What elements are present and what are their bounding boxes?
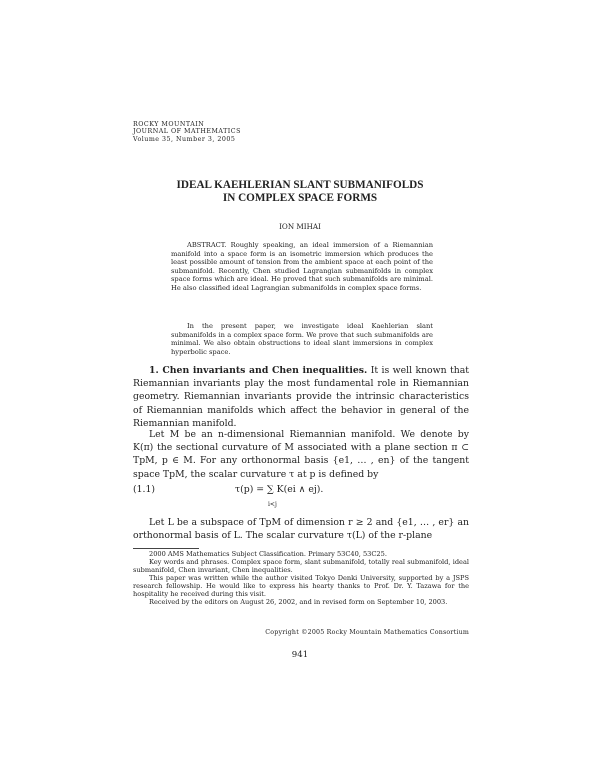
equation-label: (1.1) [133, 484, 156, 495]
footnote-received: Received by the editors on August 26, 2002, and in revised form on September 10, 2003. [149, 598, 448, 606]
section-1-paragraph-2: Let M be an n-dimensional Riemannian manifold. We denote by K(π) the sectional curvature of M associated with a plane section π ⊂ TpM, p ∈ M. For any orthonormal basis {e1, … , en} of the tangent space TpM, the scalar curvature τ at p is defined by [133, 429, 469, 480]
footnote-keywords: Key words and phrases. Complex space form, slant submanifold, totally real submanifold, ideal submanifold, Chen invariant, Chen inequalities. [133, 558, 469, 574]
section-1-paragraph-1 [133, 364, 469, 430]
title-line-2: IN COMPLEX SPACE FORMS [222, 192, 378, 205]
abstract-paragraph-1: ABSTRACT. Roughly speaking, an ideal immersion of a Riemannian manifold into a space form is an isometric immersion which produces the least possible amount of tension from the ambient space at each point of the submanifold. Recently, Chen studied Lagrangian submanifolds in complex space forms which are ideal. He proved that such submanifolds are minimal. He also classified ideal Lagrangian submanifolds in complex space forms. [171, 241, 433, 292]
copyright-notice: Copyright ©2005 Rocky Mountain Mathematics Consortium [265, 629, 469, 636]
title-line-1: IDEAL KAEHLERIAN SLANT SUBMANIFOLDS [176, 179, 424, 191]
author-name: ION MIHAI [279, 222, 321, 231]
equation-subscript: i<j [268, 501, 277, 508]
journal-line-3: Volume 35, Number 3, 2005 [133, 135, 236, 143]
section-1-paragraph-3: Let L be a subspace of TpM of dimension r ≥ 2 and {e1, … , er} an orthonormal basis of L. The scalar curvature τ(L) of the r-plane [133, 517, 469, 542]
equation-1-1 [133, 481, 469, 511]
equation-expression: τ(p) = ∑ K(ei ∧ ej). [235, 484, 324, 495]
journal-line-1: ROCKY MOUNTAIN [133, 121, 205, 128]
section-1-intro-text: It is well known that Riemannian invariants play the most fundamental role in Riemannian geometry. Riemannian invariants provide the intrinsic characteristics of Riemannian manifolds which affect the behavior in general of the Riemannian manifold. [133, 365, 470, 429]
footnote-rule [133, 548, 199, 549]
abstract-paragraph-2: In the present paper, we investigate ideal Kaehlerian slant submanifolds in a complex space form. We prove that such submanifolds are minimal. We also obtain obstructions to ideal slant immersions in complex hyperbolic space. [171, 322, 433, 356]
page-number: 941 [291, 650, 309, 660]
journal-line-2: JOURNAL OF MATHEMATICS [133, 128, 241, 136]
section-1-heading: 1. Chen invariants and Chen inequalities. [149, 365, 368, 376]
journal-header [133, 121, 241, 143]
paper-title [0, 179, 600, 206]
footnote-thanks: This paper was written while the author visited Tokyo Denki University, supported by a JSPS research fellowship. He would like to express his hearty thanks to Prof. Dr. Y. Tazawa for the hospitality he received during this visit. [133, 574, 469, 598]
footnote-msc: 2000 AMS Mathematics Subject Classification. Primary 53C40, 53C25. [149, 550, 387, 558]
